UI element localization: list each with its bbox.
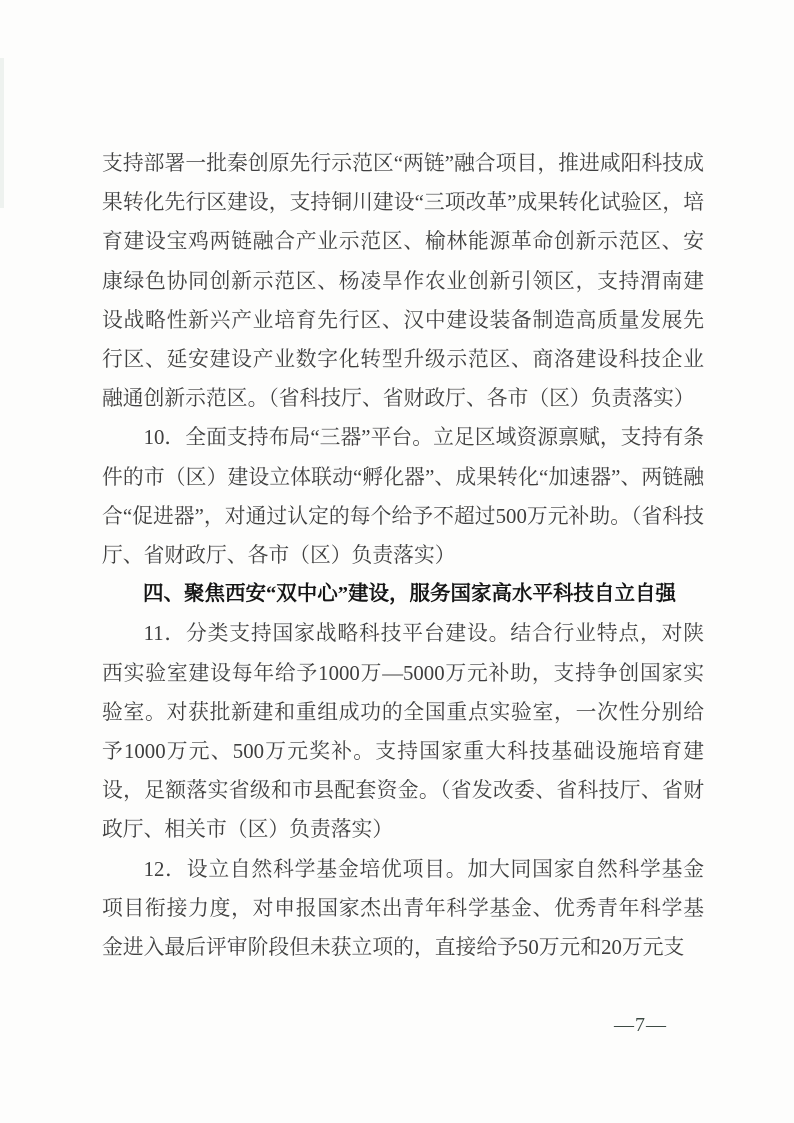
section-heading-four: 四、聚焦西安“双中心”建设，服务国家高水平科技自立自强	[143, 583, 676, 606]
paragraph-continued-from-previous-page: 支持部署一批秦创原先行示范区“两链”融合项目，推进咸阳科技成果转化先行区建设，支持铜川建设“三项改革”成果转化试验区，培育建设宝鸡两链融合产业示范区、榆林能源革命创新示范区、安康绿色协同创新示范区、杨凌旱作农业创新引领区，支持渭南建设战略性新兴产业培育先行区、汉中建设装备制造高质量发展先行区、延安建设产业数字化转型升级示范区、商洛建设科技企业融通创新示范区。（省科技厅、省财政厅、各市（区）负责落实）	[102, 152, 704, 411]
paragraph-item-12: 12．设立自然科学基金培优项目。加大同国家自然科学基金项目衔接力度，对申报国家杰出青年科学基金、优秀青年科学基金进入最后评审阶段但未获立项的，直接给予50万元和20万元支	[102, 857, 704, 960]
scan-edge-artifact	[0, 58, 4, 208]
page-number: —7—	[614, 1014, 667, 1036]
document-body	[102, 144, 704, 967]
paragraph-item-11: 11．分类支持国家战略科技平台建设。结合行业特点，对陕西实验室建设每年给予1000万—5000万元补助，支持争创国家实验室。对获批新建和重组成功的全国重点实验室，一次性分别给予1000万元、500万元奖补。支持国家重大科技基础设施培育建设，足额落实省级和市县配套资金。（省发改委、省科技厅、省财政厅、相关市（区）负责落实）	[102, 622, 704, 842]
paragraph-item-10: 10．全面支持布局“三器”平台。立足区域资源禀赋，支持有条件的市（区）建设立体联动“孵化器”、成果转化“加速器”、两链融合“促进器”，对通过认定的每个给予不超过500万元补助。（省科技厅、省财政厅、各市（区）负责落实）	[102, 426, 704, 568]
